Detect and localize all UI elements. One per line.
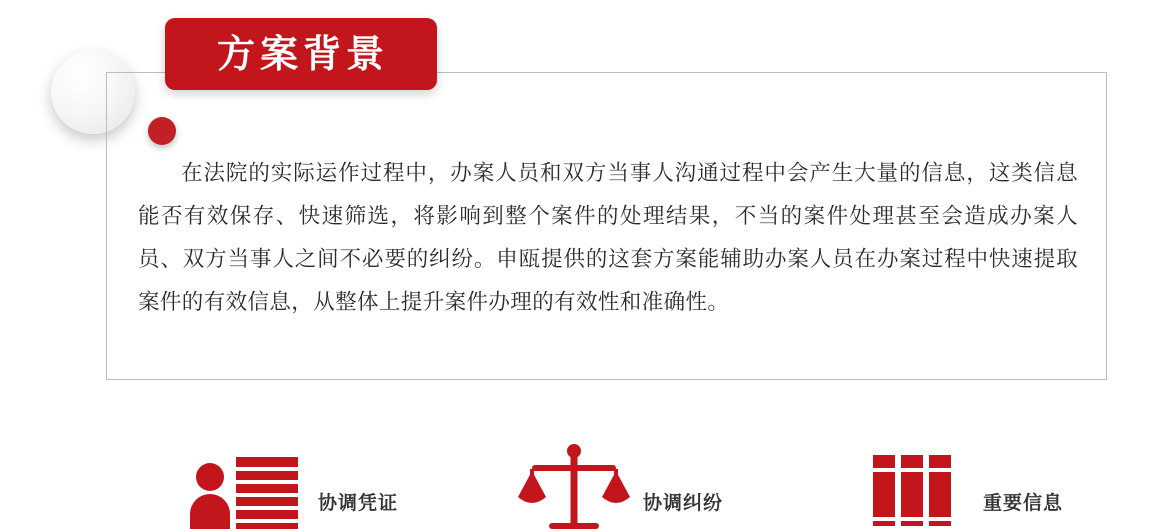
feature-icon-row	[0, 430, 1157, 529]
book-shape-1	[873, 455, 895, 517]
document-lines-shape	[236, 457, 298, 529]
feature-item-3	[855, 430, 1063, 529]
section-title-banner	[165, 18, 437, 90]
book-shape-2	[901, 455, 923, 517]
page-title: 方案背景	[216, 32, 389, 76]
person-body-shape	[190, 494, 230, 529]
feature-item-1	[190, 430, 398, 529]
person-document-icon	[190, 439, 308, 529]
book-base-1	[873, 521, 895, 526]
feature-item-2	[515, 430, 723, 529]
book-shape-3	[929, 455, 951, 517]
feature-label-1: 协调凭证	[318, 492, 399, 514]
book-base-3	[929, 521, 951, 526]
feature-label-3: 重要信息	[983, 492, 1064, 514]
justice-scales-icon	[515, 439, 633, 529]
file-books-icon	[855, 439, 973, 529]
person-head-shape	[196, 463, 224, 491]
book-base-2	[901, 521, 923, 526]
feature-label-2: 协调纠纷	[643, 492, 724, 514]
body-paragraph: 在法院的实际运作过程中，办案人员和双方当事人沟通过程中会产生大量的信息，这类信息能否有效保存、快速筛选，将影响到整个案件的处理结果，不当的案件处理甚至会造成办案人员、双方当事人之间不必要的纠纷。申瓯提供的这套方案能辅助办案人员在办案过程中快速提取案件的有效信息，从整体上提升案件办理的有效性和准确性。	[138, 160, 1078, 315]
